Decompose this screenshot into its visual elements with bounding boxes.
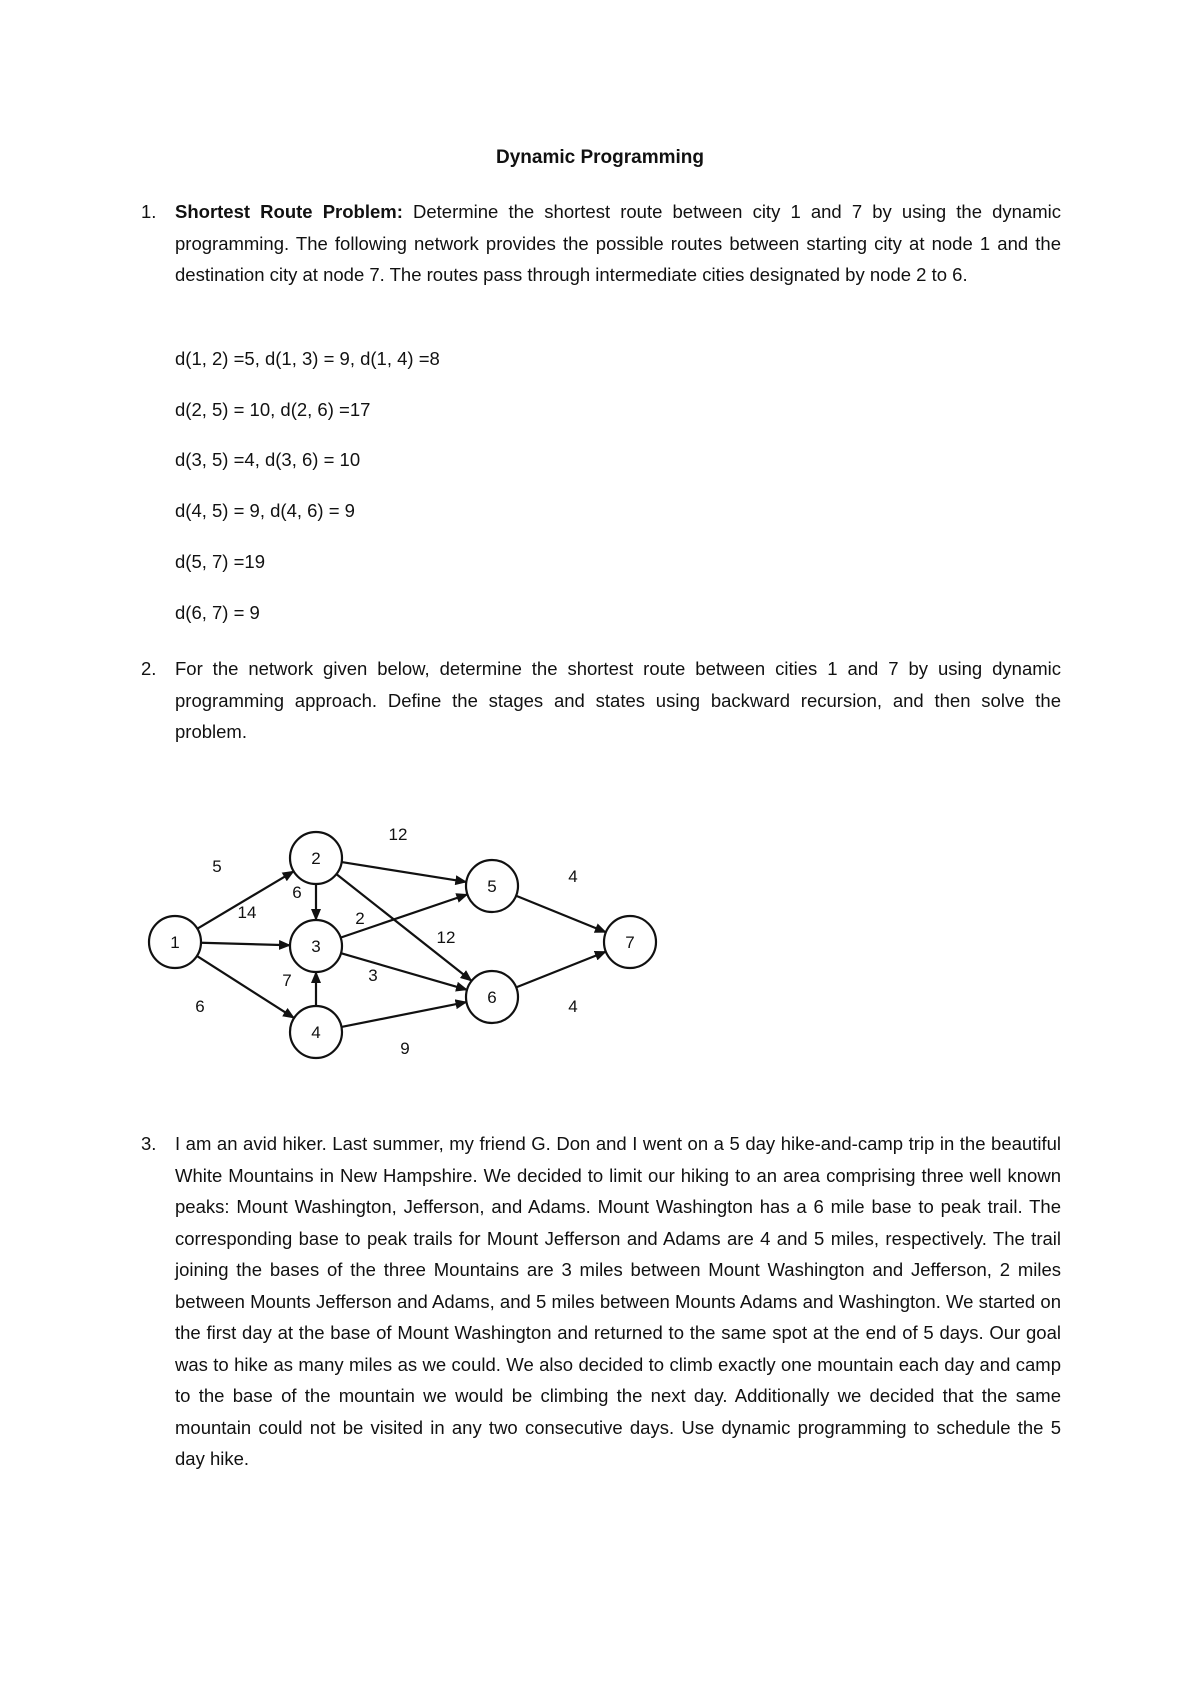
edge-3-6 [341, 953, 467, 990]
distance-line: d(5, 7) =19 [175, 551, 265, 572]
node-label: 7 [625, 933, 635, 952]
distance-line: d(1, 2) =5, d(1, 3) = 9, d(1, 4) =8 [175, 348, 440, 369]
edge-weight-label: 6 [292, 883, 302, 902]
node-label: 5 [487, 877, 497, 896]
node-label: 6 [487, 988, 497, 1007]
edge-1-3 [201, 943, 290, 946]
distance-line: d(2, 5) = 10, d(2, 6) =17 [175, 399, 371, 420]
edge-6-7 [516, 952, 606, 988]
problem-1-number: 1. [141, 201, 157, 222]
edge-weight-label: 4 [568, 867, 578, 886]
edge-5-7 [516, 896, 606, 932]
edge-weight-label: 4 [568, 997, 578, 1016]
problem-3-text: I am an avid hiker. Last summer, my friend G. Don and I went on a 5 day hike-and-camp trip in the beautiful White Mountains in New Hampshire. We decided to limit our hiking to an area comprising three well known peaks: Mount Washington, Jefferson, and Adams. Mount Washington has a 6 mile base to peak trail. The corresponding base to peak trails for Mount Jefferson and Adams are 4 and 5 miles, respectively. The trail joining the bases of the three Mountains are 3 miles between Mount Washington and Jefferson, 2 miles between Mounts Jefferson and Adams, and 5 miles between Mounts Adams and Washington. We started on the first day at the base of Mount Washington and returned to the same spot at the end of 5 days. Our goal was to hike as many miles as we could. We also decided to climb exactly one mountain each day and camp to the base of the mountain we would be climbing the next day. Additionally we decided that the same mountain could not be visited in any two consecutive days. Use dynamic programming to schedule the 5 day hike. [175, 1133, 1061, 1469]
problem-1-text: Determine the shortest route between city 1 and 7 by using the dynamic programming. The following network provides the possible routes between starting city at node 1 and the destination city at node 7. The routes pass through intermediate cities designated by node 2 to 6. [175, 201, 1061, 285]
node-label: 4 [311, 1023, 321, 1042]
problem-2-text: For the network given below, determine the shortest route between cities 1 and 7 by using dynamic programming approach. Define the stages and states using backward recursion, and then solve the problem. [175, 658, 1061, 742]
edge-1-4 [197, 956, 294, 1018]
distance-line: d(3, 5) =4, d(3, 6) = 10 [175, 449, 361, 470]
problem-2-number: 2. [141, 658, 157, 679]
distance-line: d(6, 7) = 9 [175, 602, 260, 623]
page-title: Dynamic Programming [496, 147, 704, 168]
edge-weight-label: 5 [212, 857, 222, 876]
edge-weight-label: 14 [237, 903, 257, 922]
edge-weight-label: 2 [355, 909, 365, 928]
problem-1-heading: Shortest Route Problem: [175, 201, 403, 222]
node-label: 3 [311, 937, 321, 956]
edge-weight-label: 12 [388, 825, 408, 844]
edge-weight-label: 12 [436, 928, 456, 947]
edge-weight-label: 7 [282, 971, 292, 990]
distance-line: d(4, 5) = 9, d(4, 6) = 9 [175, 500, 355, 521]
node-label: 1 [170, 933, 180, 952]
problem-3 [141, 1128, 1061, 1475]
problem-3-number: 3. [141, 1133, 157, 1154]
edge-weight-label: 6 [195, 997, 205, 1016]
edge-2-5 [342, 862, 467, 882]
edge-weight-label: 9 [400, 1039, 410, 1058]
edge-weight-label: 3 [368, 966, 378, 985]
edge-4-6 [342, 1002, 467, 1027]
node-label: 2 [311, 849, 321, 868]
